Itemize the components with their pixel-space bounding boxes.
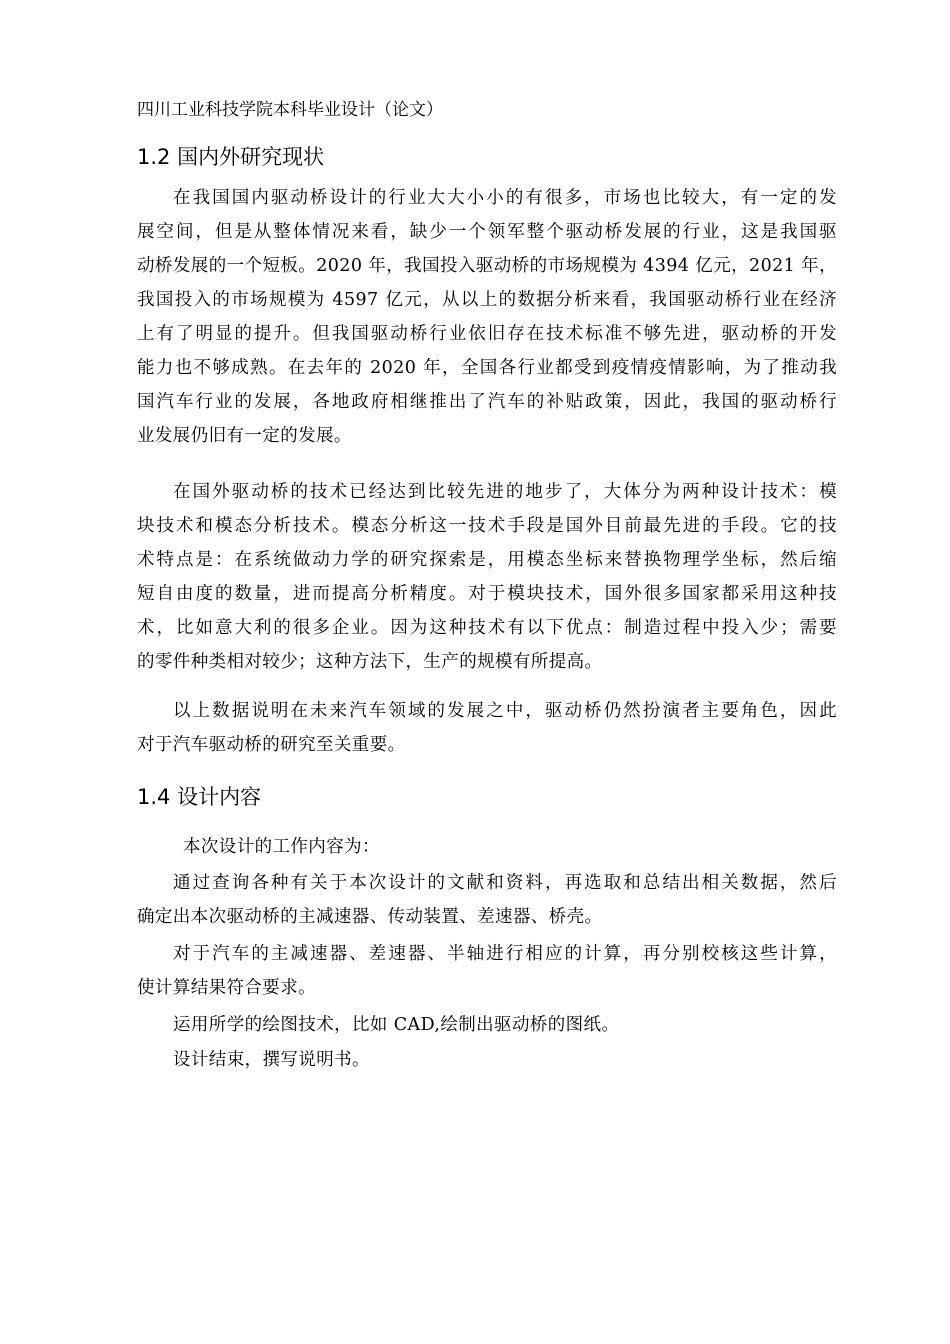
paragraph-line: 以上数据说明在未来汽车领域的发展之中，驱动桥仍然扮演者主要角色，因此 xyxy=(173,701,837,721)
paragraph-line: 在我国国内驱动桥设计的行业大大小小的有很多，市场也比较大，有一定的发 xyxy=(173,188,837,208)
paragraph-line: 我国投入的市场规模为 4597 亿元，从以上的数据分析来看，我国驱动桥行业在经济 xyxy=(137,290,837,310)
paragraph-line: 上有了明显的提升。但我国驱动桥行业依旧存在技术标准不够先进，驱动桥的开发 xyxy=(137,324,837,344)
paragraph-line: 国汽车行业的发展，各地政府相继推出了汽车的补贴政策，因此，我国的驱动桥行 xyxy=(137,392,837,412)
paragraph-line: 短自由度的数量，进而提高分析精度。对于模块技术，国外很多国家都采用这种技 xyxy=(137,584,837,604)
paragraph-domestic-status xyxy=(137,181,837,453)
design-task-item xyxy=(137,1008,837,1042)
design-task-item xyxy=(137,1043,837,1077)
design-task-item xyxy=(137,937,837,1005)
section-heading-1-4: 1.4 设计内容 xyxy=(137,785,262,809)
paragraph-line: 展空间，但是从整体情况来看，缺少一个领军整个驱动桥发展的行业，这是我国驱 xyxy=(137,222,837,242)
paragraph-line: 对于汽车驱动桥的研究至关重要。 xyxy=(137,735,406,755)
running-header-title: 四川工业科技学院本科毕业设计（论文） xyxy=(137,100,443,120)
paragraph-line: 在国外驱动桥的技术已经达到比较先进的地步了，大体分为两种设计技术：模 xyxy=(173,482,837,502)
paragraph-line: 能力也不够成熟。在去年的 2020 年，全国各行业都受到疫情疫情影响，为了推动我 xyxy=(137,358,837,378)
task-line: 确定出本次驱动桥的主减速器、传动装置、差速器、桥壳。 xyxy=(137,907,603,927)
task-line: 使计算结果符合要求。 xyxy=(137,978,316,998)
paragraph-line: 的零件种类相对较少；这种方法下，生产的规模有所提高。 xyxy=(137,652,603,672)
paragraph-line: 术，比如意大利的很多企业。因为这种技术有以下优点：制造过程中投入少；需要 xyxy=(137,618,837,638)
paragraph-line: 业发展仍旧有一定的发展。 xyxy=(137,426,352,446)
task-line: 运用所学的绘图技术，比如 CAD,绘制出驱动桥的图纸。 xyxy=(173,1015,620,1035)
section-heading-1-2: 1.2 国内外研究现状 xyxy=(137,145,325,169)
paragraph-foreign-status xyxy=(137,475,837,679)
task-line: 对于汽车的主减速器、差速器、半轴进行相应的计算，再分别校核这些计算， xyxy=(173,944,837,964)
intro-line: 本次设计的工作内容为： xyxy=(183,837,380,857)
paragraph-conclusion xyxy=(137,694,837,762)
paragraph-line: 块技术和模态分析技术。模态分析这一技术手段是国外目前最先进的手段。它的技 xyxy=(137,516,837,536)
design-task-item xyxy=(137,866,837,934)
design-content-intro xyxy=(137,830,837,864)
paragraph-line: 术特点是：在系统做动力学的研究探索是，用模态坐标来替换物理学坐标，然后缩 xyxy=(137,550,837,570)
paragraph-line: 动桥发展的一个短板。2020 年，我国投入驱动桥的市场规模为 4394 亿元，2021 年， xyxy=(137,256,837,276)
task-line: 设计结束，撰写说明书。 xyxy=(173,1050,370,1070)
task-line: 通过查询各种有关于本次设计的文献和资料，再选取和总结出相关数据，然后 xyxy=(173,873,837,893)
